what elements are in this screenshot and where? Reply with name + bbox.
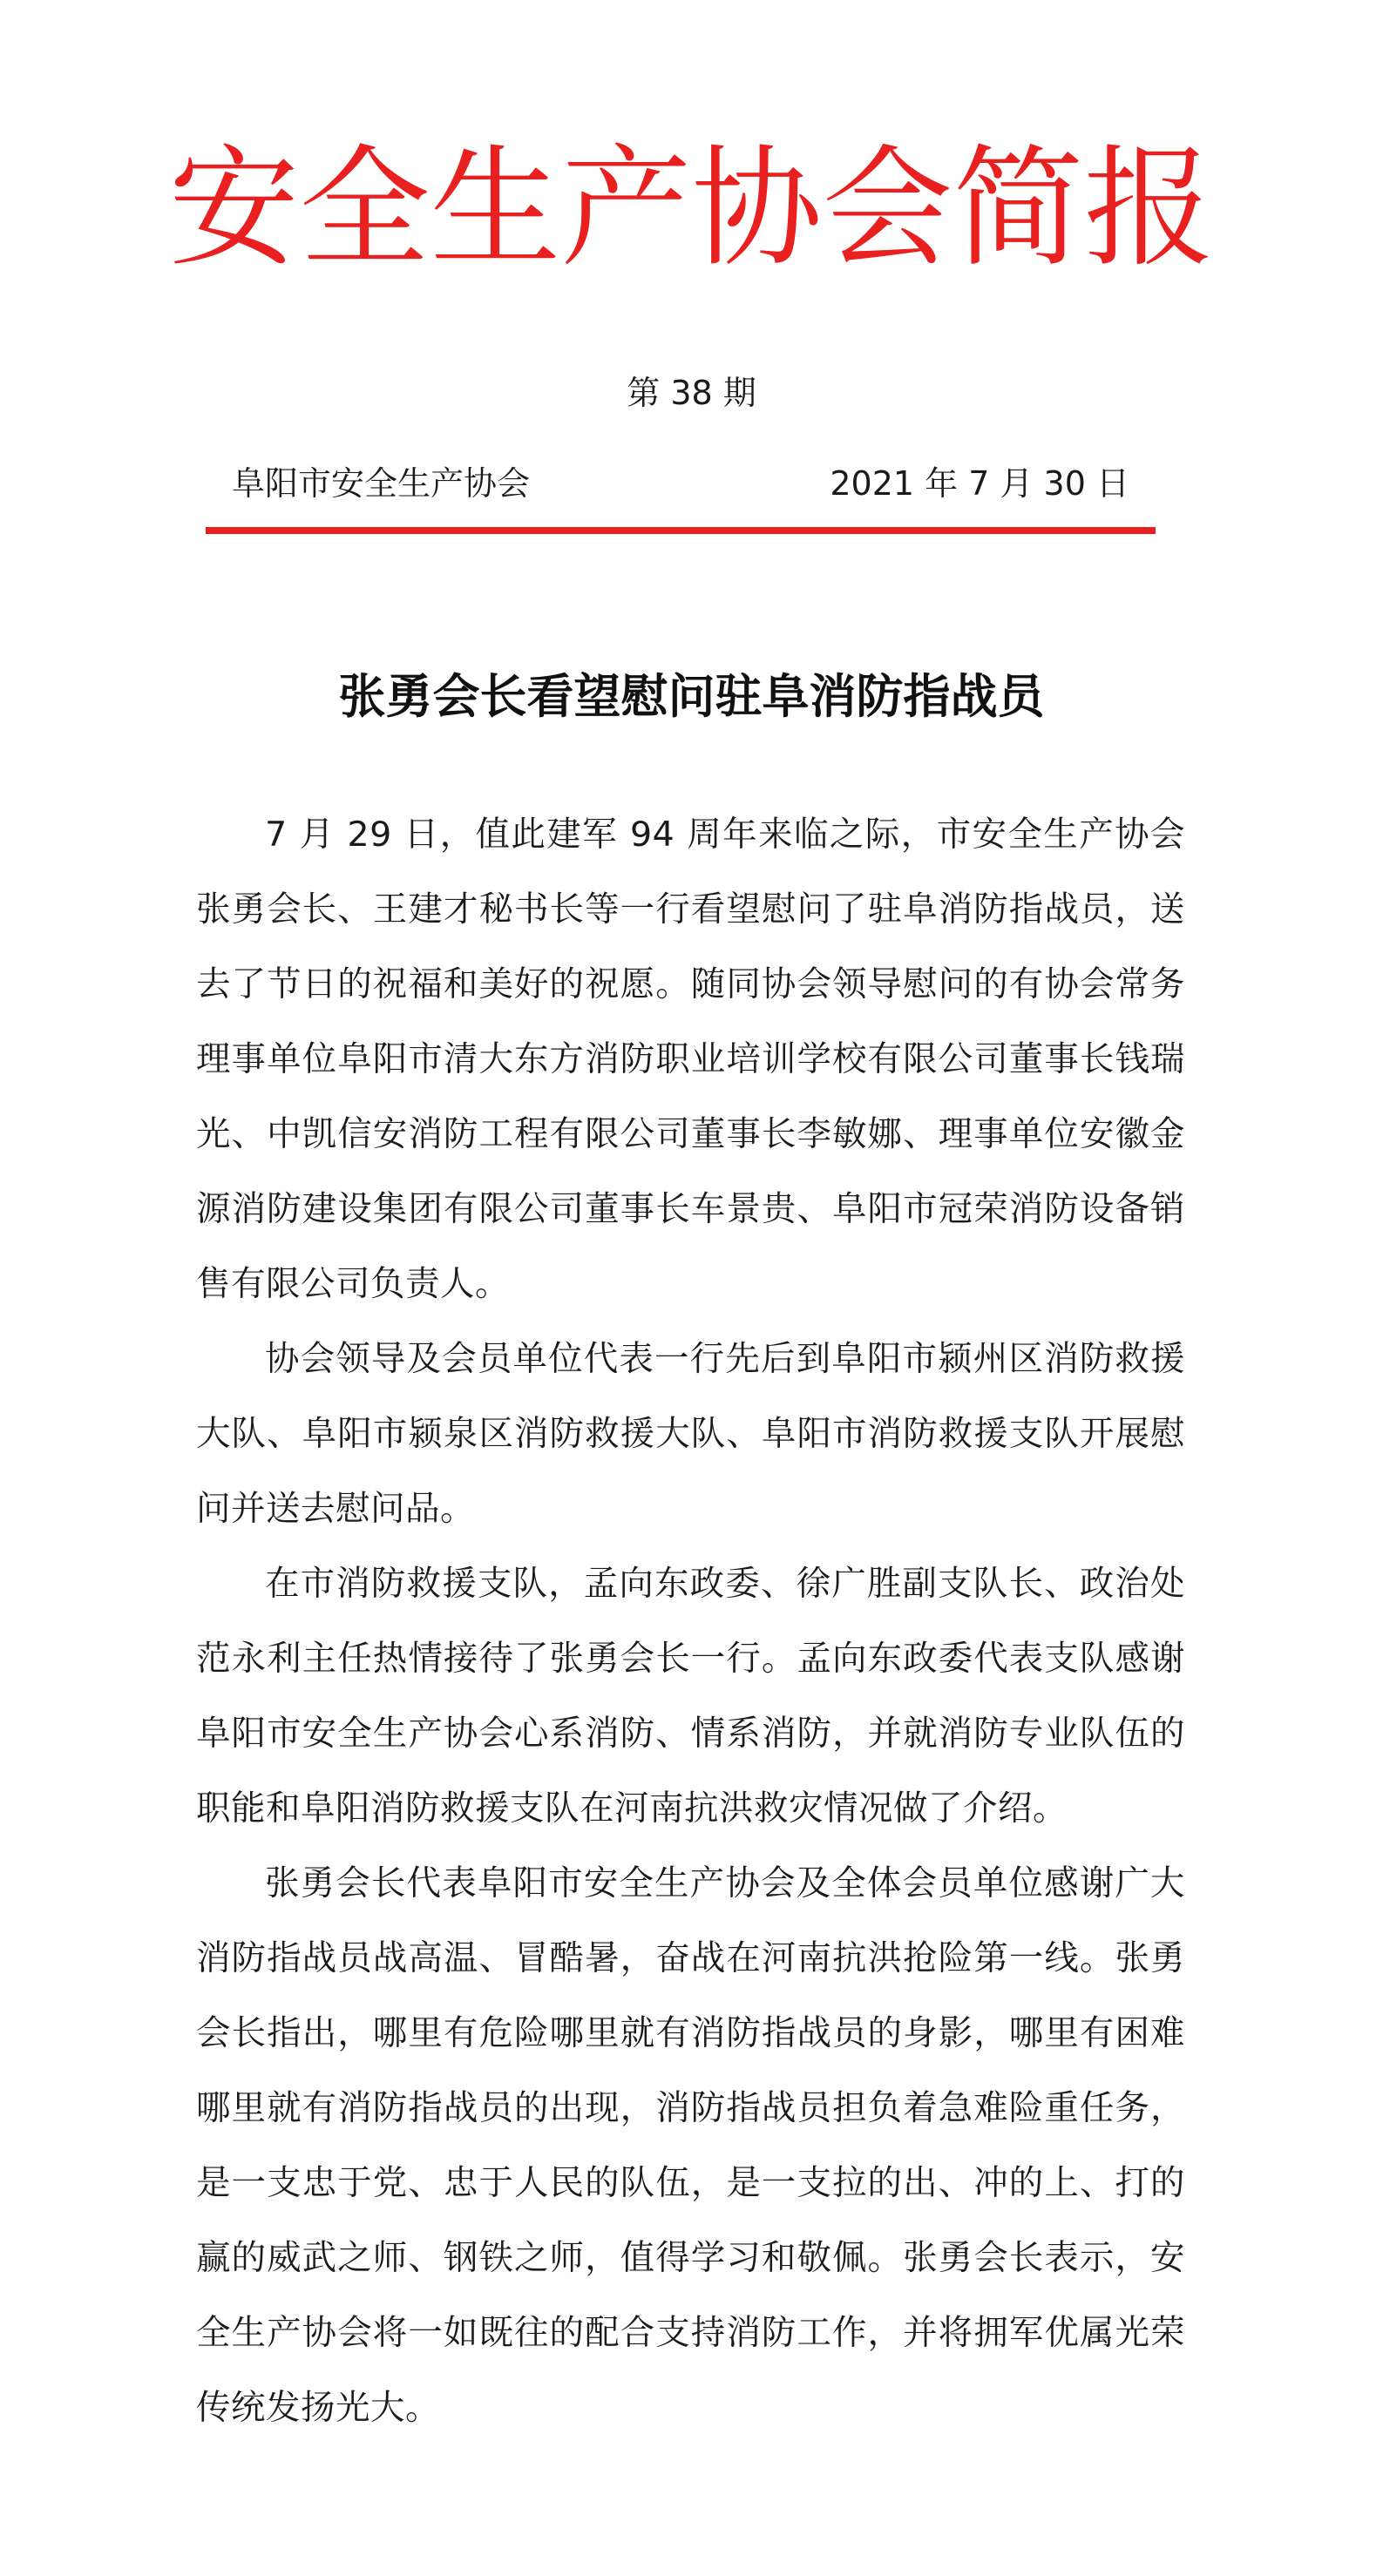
newsletter-masthead-title: 安全生产协会简报 xyxy=(168,133,1215,285)
article-paragraph: 协会领导及会员单位代表一行先后到阜阳市颍州区消防救援大队、阜阳市颍泉区消防救援大队、阜阳市消防救援支队开展慰问并送去慰问品。 xyxy=(196,1339,1185,1529)
publication-meta-row xyxy=(206,462,1156,505)
masthead-divider xyxy=(206,527,1156,534)
publisher-organization: 阜阳市安全生产协会 xyxy=(232,464,531,503)
article-paragraph: 在市消防救援支队，孟向东政委、徐广胜副支队长、政治处范永利主任热情接待了张勇会长一行。孟向东政委代表支队感谢阜阳市安全生产协会心系消防、情系消防，并就消防专业队伍的职能和阜阳消防救援支队在河南抗洪救灾情况做了介绍。 xyxy=(196,1564,1185,1829)
issue-number: 第 38 期 xyxy=(627,374,756,412)
article-title: 张勇会长看望慰问驻阜消防指战员 xyxy=(338,668,1045,725)
article-paragraph: 张勇会长代表阜阳市安全生产协会及全体会员单位感谢广大消防指战员战高温、冒酷暑，奋战在河南抗洪抢险第一线。张勇会长指出，哪里有危险哪里就有消防指战员的身影，哪里有困难哪里就有消防指战员的出现，消防指战员担负着急难险重任务，是一支忠于党、忠于人民的队伍，是一支拉的出、冲的上、打的赢的威武之师、钢铁之师，值得学习和敬佩。张勇会长表示，安全生产协会将一如既往的配合支持消防工作，并将拥军优属光荣传统发扬光大。 xyxy=(196,1863,1185,2428)
publication-date: 2021 年 7 月 30 日 xyxy=(830,464,1129,503)
article-body xyxy=(196,797,1185,2445)
article-paragraph: 7 月 29 日，值此建军 94 周年来临之际，市安全生产协会张勇会长、王建才秘书长等一行看望慰问了驻阜消防指战员，送去了节日的祝福和美好的祝愿。随同协会领导慰问的有协会常务理事单位阜阳市清大东方消防职业培训学校有限公司董事长钱瑞光、中凯信安消防工程有限公司董事长李敏娜、理事单位安徽金源消防建设集团有限公司董事长车景贵、阜阳市冠荣消防设备销售有限公司负责人。 xyxy=(196,815,1185,1304)
